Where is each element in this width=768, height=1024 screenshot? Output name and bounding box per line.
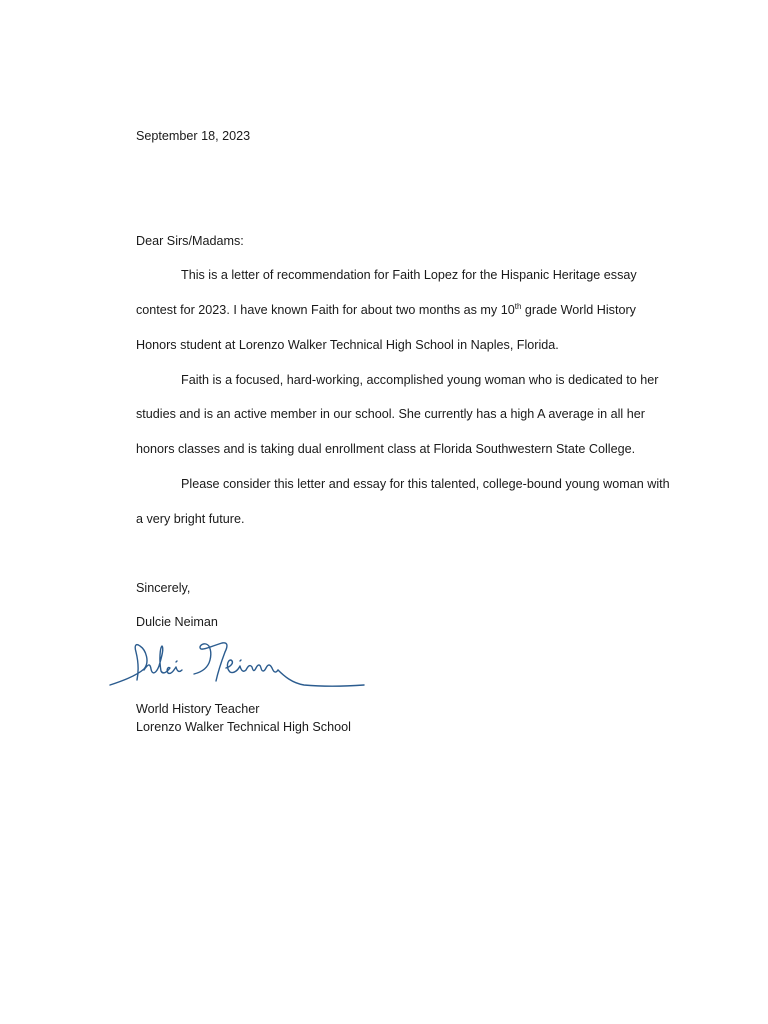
paragraph-2-line-3: honors classes and is taking dual enrollment class at Florida Southwestern State College. bbox=[136, 442, 636, 456]
paragraph-1-line-2 bbox=[136, 302, 636, 318]
signer-school: Lorenzo Walker Technical High School bbox=[136, 720, 351, 734]
salutation: Dear Sirs/Madams: bbox=[136, 234, 244, 248]
signer-title: World History Teacher bbox=[136, 702, 260, 716]
paragraph-1-line-1: This is a letter of recommendation for Faith Lopez for the Hispanic Heritage essay bbox=[181, 268, 637, 282]
paragraph-2-line-2: studies and is an active member in our school. She currently has a high A average in all her bbox=[136, 407, 645, 421]
paragraph-3-line-2: a very bright future. bbox=[136, 512, 245, 526]
closing: Sincerely, bbox=[136, 581, 191, 595]
paragraph-1-line-2-start: contest for 2023. I have known Faith for about two months as my 10 bbox=[136, 303, 515, 317]
paragraph-1-line-3: Honors student at Lorenzo Walker Technical High School in Naples, Florida. bbox=[136, 338, 559, 352]
signer-name: Dulcie Neiman bbox=[136, 615, 218, 629]
handwritten-signature bbox=[106, 636, 370, 694]
paragraph-1-line-2-end: grade World History bbox=[521, 303, 636, 317]
paragraph-2-line-1: Faith is a focused, hard-working, accomplished young woman who is dedicated to her bbox=[181, 373, 659, 387]
letter-date: September 18, 2023 bbox=[136, 129, 251, 143]
ordinal-suffix: th bbox=[514, 301, 522, 311]
paragraph-3-line-1: Please consider this letter and essay for this talented, college-bound young woman with bbox=[181, 477, 670, 491]
